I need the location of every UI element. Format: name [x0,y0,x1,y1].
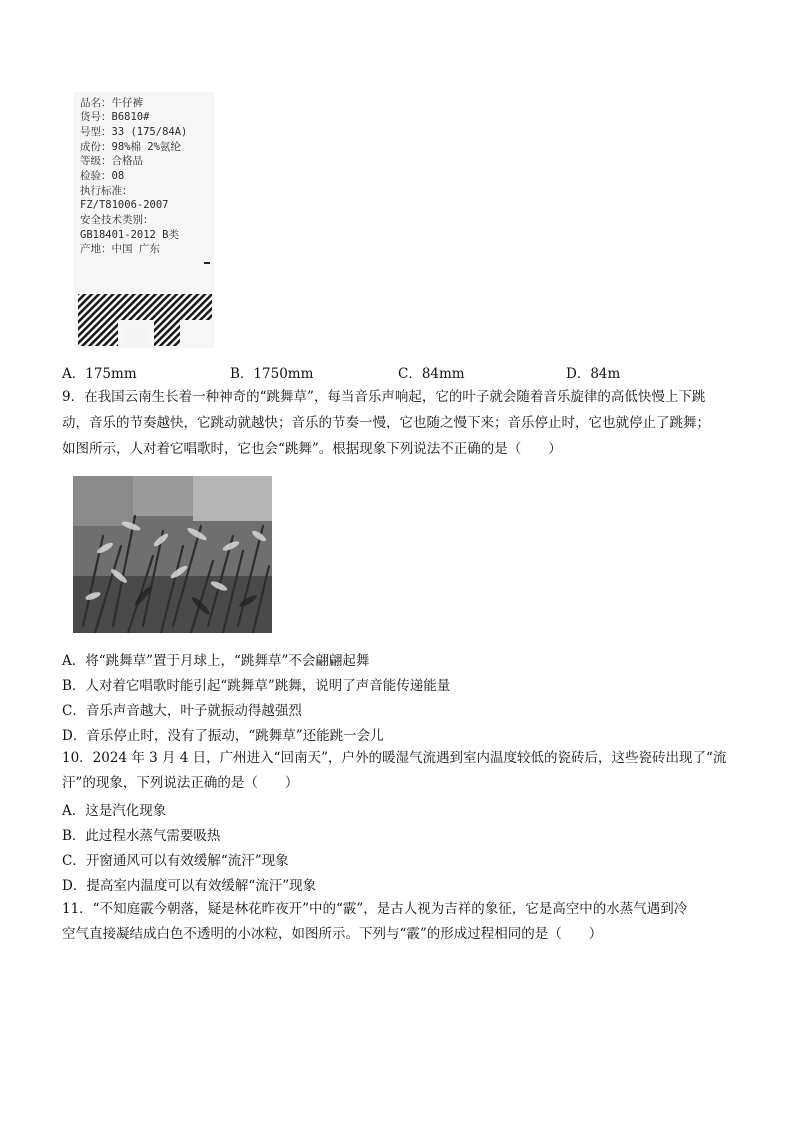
q10-option-c: C．开窗通风可以有效缓解“流汗”现象 [62,853,289,869]
barcode-graphic [78,292,212,346]
label-line: FZ/T81006-2007 [80,199,169,211]
q9-option-d: D．音乐停止时，没有了振动，“跳舞草”还能跳一会儿 [62,728,384,744]
label-line: 产地：中国 广东 [80,243,160,255]
q8-option-c: C．84mm [398,366,465,382]
q10-option-a: A．这是汽化现象 [62,803,167,819]
label-line: 号型：33 (175/84A) [80,126,188,138]
q9-stem-line: 如图所示，人对着它唱歌时，它也会“跳舞”。根据现象下列说法不正确的是（ ） [62,441,562,457]
q11-stem-line: 11．“不知庭霰今朝落，疑是林花昨夜开”中的“霰”，是古人视为吉祥的象征，它是高空中的水蒸气遇到冷 [62,901,688,917]
q10-stem-line: 10．2024 年 3 月 4 日，广州进入“回南天”，户外的暖湿气流遇到室内温度较低的瓷砖后，这些瓷砖出现了“流 [62,750,727,766]
label-line: 品名：牛仔裤 [80,97,143,109]
label-line: 检验：08 [80,170,125,182]
q9-option-b: B．人对着它唱歌时能引起“跳舞草”跳舞，说明了声音能传递能量 [62,678,451,694]
q9-option-c: C．音乐声音越大，叶子就振动得越强烈 [62,703,302,719]
label-line: 成份：98%棉 2%氨纶 [80,141,181,153]
q9-option-a: A．将“跳舞草”置于月球上，“跳舞草”不会翩翩起舞 [62,653,370,669]
q8-option-b: B．1750mm [230,366,314,382]
q8-option-d: D．84m [566,366,621,382]
mark-dash [204,262,210,264]
label-line: 安全技术类别： [80,214,154,226]
q9-stem-line: 动，音乐的节奏越快，它跳动就越快；音乐的节奏一慢，它也随之慢下来；音乐停止时，它也就停止了跳舞； [62,415,710,431]
dancing-grass-photo [73,476,272,633]
q10-stem-line: 汗”的现象，下列说法正确的是（ ） [62,775,299,791]
q8-option-a: A．175mm [62,366,137,382]
label-line: GB18401-2012 B类 [80,229,180,241]
label-line: 货号：B6810# [80,111,150,123]
label-line: 执行标准： [80,185,133,197]
label-line: 等级：合格品 [80,155,143,167]
q10-option-b: B．此过程水蒸气需要吸热 [62,828,221,844]
q9-stem-line: 9．在我国云南生长着一种神奇的“跳舞草”，每当音乐声响起，它的叶子就会随着音乐旋律的高低快慢上下跳 [62,389,706,405]
clothing-label-image [74,92,214,348]
q11-stem-line: 空气直接凝结成白色不透明的小冰粒，如图所示。下列与“霰”的形成过程相同的是（ ） [62,926,603,942]
q10-option-d: D．提高室内温度可以有效缓解“流汗”现象 [62,878,317,894]
